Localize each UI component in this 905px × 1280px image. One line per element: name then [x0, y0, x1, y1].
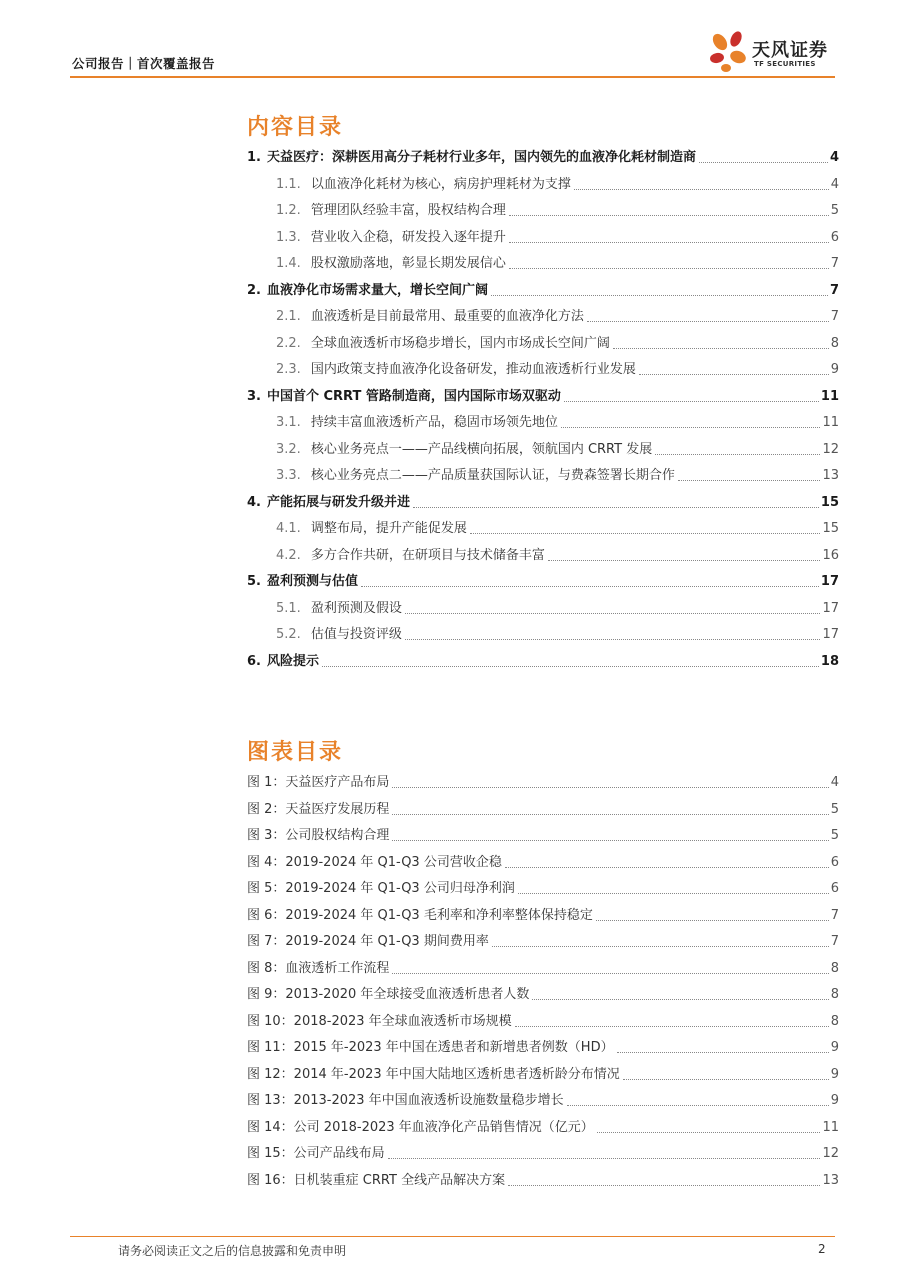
toc-leader-dots	[491, 295, 828, 296]
figure-entry-page: 9	[830, 1093, 839, 1108]
toc-leader-dots	[567, 1105, 829, 1106]
toc-entry-number: 1.2.	[276, 203, 301, 218]
toc-entry-page: 16	[822, 547, 839, 563]
toc-entry-page: 8	[830, 335, 839, 351]
toc-entry-number: 6.	[247, 653, 261, 669]
toc-entry-page: 4	[830, 176, 839, 192]
toc-leader-dots	[509, 268, 829, 269]
figure-entry-page: 12	[822, 1146, 839, 1161]
figure-entry-title: 图 7：2019-2024 年 Q1-Q3 期间费用率	[247, 934, 489, 949]
toc-leader-dots	[505, 867, 829, 868]
toc-leader-dots	[564, 401, 819, 402]
toc-entry-title: 血液透析是目前最常用、最重要的血液净化方法	[310, 309, 584, 324]
toc-entry-number: 4.	[247, 494, 261, 510]
toc-entry-title: 国内政策支持血液净化设备研发，推动血液透析行业发展	[310, 362, 636, 377]
figure-entry-page: 9	[830, 1066, 839, 1082]
toc-entry-page: 7	[830, 256, 839, 271]
toc-chapter-entry[interactable]	[247, 491, 839, 511]
figure-entry-title: 图 16：日机装重症 CRRT 全线产品解决方案	[247, 1172, 506, 1188]
toc-leader-dots	[508, 1185, 820, 1186]
toc-section-entry[interactable]	[276, 623, 839, 643]
figure-entry-page: 5	[830, 801, 839, 817]
company-logo	[708, 30, 838, 74]
figures-title: 图表目录	[247, 740, 344, 765]
toc-section-entry[interactable]	[276, 517, 839, 537]
figure-entry-page: 6	[830, 854, 839, 870]
toc-leader-dots	[388, 1158, 821, 1159]
logo-chinese-name: 天风证券	[752, 40, 828, 61]
toc-section-entry[interactable]	[276, 411, 839, 431]
toc-entry-number: 5.2.	[276, 627, 301, 642]
figure-entry-page: 9	[830, 1040, 839, 1055]
figure-list-entry[interactable]	[247, 1116, 839, 1136]
toc-entry-title: 营业收入企稳，研发投入逐年提升	[310, 229, 506, 245]
toc-entry-number: 3.	[247, 388, 261, 404]
toc-entry-title: 多方合作共研，在研项目与技术储备丰富	[310, 547, 545, 563]
toc-leader-dots	[587, 321, 829, 322]
logo-english-name: TF SECURITIES	[754, 60, 816, 68]
toc-entry-number: 5.	[247, 574, 261, 589]
toc-entry-page: 17	[822, 627, 839, 642]
toc-entry-title: 股权激励落地，彰显长期发展信心	[310, 256, 506, 271]
toc-leader-dots	[532, 999, 828, 1000]
toc-leader-dots	[678, 480, 821, 481]
toc-leader-dots	[639, 374, 829, 375]
figure-list-entry[interactable]	[247, 1142, 839, 1162]
toc-entry-title: 调整布局，提升产能促发展	[310, 521, 467, 536]
report-type-label: 公司报告｜首次覆盖报告	[72, 56, 216, 71]
figure-list-entry[interactable]	[247, 798, 839, 818]
toc-entry-title: 盈利预测及假设	[310, 600, 402, 616]
toc-section-entry[interactable]	[276, 226, 839, 246]
toc-entry-number: 3.1.	[276, 415, 301, 430]
figure-entry-title: 图 9：2013-2020 年全球接受血液透析患者人数	[247, 987, 530, 1002]
toc-section-entry[interactable]	[276, 305, 839, 325]
page-header	[0, 0, 905, 80]
figure-entry-title: 图 11：2015 年-2023 年中国在透患者和新增患者例数（HD）	[247, 1040, 614, 1055]
toc-entry-title: 以血液净化耗材为核心，病房护理耗材为支撑	[310, 176, 571, 192]
toc-leader-dots	[617, 1052, 829, 1053]
toc-entry-number: 4.1.	[276, 521, 301, 536]
toc-entry-number: 3.3.	[276, 468, 301, 483]
figure-entry-page: 4	[830, 775, 839, 790]
toc-entry-title: 血液净化市场需求量大，增长空间广阔	[266, 282, 488, 298]
toc-leader-dots	[392, 787, 828, 788]
toc-entry-title: 中国首个 CRRT 管路制造商，国内国际市场双驱动	[266, 388, 561, 404]
toc-leader-dots	[361, 586, 819, 587]
toc-leader-dots	[623, 1079, 829, 1080]
toc-entry-number: 4.2.	[276, 547, 301, 563]
toc-leader-dots	[405, 639, 821, 640]
toc-entry-page: 15	[820, 494, 839, 510]
toc-section-entry[interactable]	[276, 358, 839, 378]
footer-divider	[70, 1236, 835, 1237]
figure-entry-page: 7	[830, 934, 839, 949]
toc-entry-page: 17	[822, 600, 839, 616]
figure-entry-title: 图 6：2019-2024 年 Q1-Q3 毛利率和净利率整体保持稳定	[247, 907, 593, 923]
toc-entry-page: 13	[822, 468, 839, 483]
toc-entry-page: 17	[820, 574, 839, 589]
toc-leader-dots	[655, 454, 820, 455]
toc-entry-number: 2.2.	[276, 335, 301, 351]
toc-leader-dots	[515, 1026, 829, 1027]
figure-list-entry[interactable]	[247, 904, 839, 924]
toc-entry-page: 6	[830, 229, 839, 245]
figure-list-entry[interactable]	[247, 1089, 839, 1109]
figure-list-entry[interactable]	[247, 877, 839, 897]
figure-entry-title: 图 5：2019-2024 年 Q1-Q3 公司归母净利润	[247, 881, 515, 896]
figure-entry-title: 图 12：2014 年-2023 年中国大陆地区透析患者透析龄分布情况	[247, 1066, 620, 1082]
toc-entry-number: 1.4.	[276, 256, 301, 271]
toc-entry-page: 12	[822, 441, 839, 457]
figure-entry-page: 13	[822, 1172, 839, 1188]
figure-entry-title: 图 8：血液透析工作流程	[247, 960, 390, 976]
figure-entry-title: 图 2：天益医疗发展历程	[247, 801, 390, 817]
toc-section-entry[interactable]	[276, 173, 839, 193]
figure-list-entry[interactable]	[247, 1036, 839, 1056]
toc-entry-title: 核心业务亮点一——产品线横向拓展，领航国内 CRRT 发展	[310, 441, 653, 457]
figure-list-entry[interactable]	[247, 771, 839, 791]
toc-entry-page: 5	[830, 203, 839, 218]
figure-entry-title: 图 1：天益医疗产品布局	[247, 775, 390, 790]
toc-entry-number: 1.3.	[276, 229, 301, 245]
figure-list-entry[interactable]	[247, 930, 839, 950]
toc-entry-number: 1.	[247, 150, 261, 165]
figure-entry-title: 图 10：2018-2023 年全球血液透析市场规模	[247, 1013, 512, 1029]
toc-entry-page: 15	[822, 521, 839, 536]
toc-entry-title: 产能拓展与研发升级并进	[266, 494, 410, 510]
toc-chapter-entry[interactable]	[247, 146, 839, 166]
toc-entry-number: 1.1.	[276, 176, 301, 192]
toc-section-entry[interactable]	[276, 199, 839, 219]
figure-entry-page: 6	[830, 881, 839, 896]
header-divider	[70, 76, 835, 78]
figure-entry-title: 图 13：2013-2023 年中国血液透析设施数量稳步增长	[247, 1093, 564, 1108]
toc-leader-dots	[492, 946, 829, 947]
figure-entry-page: 8	[830, 960, 839, 976]
toc-entry-title: 盈利预测与估值	[266, 574, 358, 589]
toc-leader-dots	[518, 893, 829, 894]
toc-entry-page: 11	[820, 388, 839, 404]
disclaimer-note: 请务必阅读正文之后的信息披露和免责申明	[118, 1244, 347, 1258]
toc-section-entry[interactable]	[276, 438, 839, 458]
toc-entry-number: 3.2.	[276, 441, 301, 457]
figure-entry-page: 5	[830, 828, 839, 843]
toc-entry-number: 2.	[247, 282, 261, 298]
toc-entry-title: 持续丰富血液透析产品，稳固市场领先地位	[310, 415, 558, 430]
flower-logo-icon	[708, 30, 750, 74]
toc-entry-page: 18	[820, 653, 839, 669]
toc-entry-title: 核心业务亮点二——产品质量获国际认证，与费森签署长期合作	[310, 468, 675, 483]
figure-list-entry[interactable]	[247, 1010, 839, 1030]
figure-entry-title: 图 3：公司股权结构合理	[247, 828, 390, 843]
contents-title: 内容目录	[247, 115, 344, 140]
toc-leader-dots	[699, 162, 828, 163]
toc-leader-dots	[405, 613, 821, 614]
toc-leader-dots	[596, 920, 829, 921]
toc-entry-page: 7	[830, 309, 839, 324]
toc-leader-dots	[392, 814, 828, 815]
toc-leader-dots	[392, 973, 828, 974]
toc-entry-page: 11	[822, 415, 839, 430]
figure-entry-title: 图 14：公司 2018-2023 年血液净化产品销售情况（亿元）	[247, 1119, 594, 1135]
toc-entry-number: 5.1.	[276, 600, 301, 616]
toc-entry-number: 2.1.	[276, 309, 301, 324]
figure-entry-page: 7	[830, 907, 839, 923]
toc-entry-title: 全球血液透析市场稳步增长，国内市场成长空间广阔	[310, 335, 610, 351]
toc-leader-dots	[392, 840, 828, 841]
toc-section-entry[interactable]	[276, 464, 839, 484]
figure-entry-page: 8	[830, 987, 839, 1002]
figure-entry-page: 11	[822, 1119, 839, 1135]
figure-list-entry[interactable]	[247, 851, 839, 871]
toc-leader-dots	[509, 242, 829, 243]
figure-list-entry[interactable]	[247, 1063, 839, 1083]
figure-list-entry[interactable]	[247, 983, 839, 1003]
toc-section-entry[interactable]	[276, 597, 839, 617]
toc-entry-page: 9	[830, 362, 839, 377]
toc-leader-dots	[597, 1132, 821, 1133]
figure-entry-title: 图 15：公司产品线布局	[247, 1146, 385, 1161]
figure-entry-title: 图 4：2019-2024 年 Q1-Q3 公司营收企稳	[247, 854, 502, 870]
toc-entry-title: 天益医疗：深耕医用高分子耗材行业多年，国内领先的血液净化耗材制造商	[266, 150, 696, 165]
toc-entry-page: 4	[829, 150, 839, 165]
toc-leader-dots	[574, 189, 829, 190]
figure-list-entry[interactable]	[247, 957, 839, 977]
toc-leader-dots	[470, 533, 821, 534]
toc-section-entry[interactable]	[276, 252, 839, 272]
toc-entry-title: 估值与投资评级	[310, 627, 402, 642]
toc-section-entry[interactable]	[276, 332, 839, 352]
toc-entry-page: 7	[829, 282, 839, 298]
figure-entry-page: 8	[830, 1013, 839, 1029]
figure-list-entry[interactable]	[247, 824, 839, 844]
toc-leader-dots	[561, 427, 821, 428]
toc-chapter-entry[interactable]	[247, 279, 839, 299]
toc-leader-dots	[413, 507, 819, 508]
toc-entry-number: 2.3.	[276, 362, 301, 377]
toc-chapter-entry[interactable]	[247, 570, 839, 590]
toc-leader-dots	[322, 666, 819, 667]
page-number: 2	[818, 1242, 826, 1256]
toc-leader-dots	[548, 560, 821, 561]
toc-entry-title: 管理团队经验丰富，股权结构合理	[310, 203, 506, 218]
toc-leader-dots	[509, 215, 829, 216]
toc-leader-dots	[613, 348, 829, 349]
figure-list-entry[interactable]	[247, 1169, 839, 1189]
toc-entry-title: 风险提示	[266, 653, 319, 669]
toc-chapter-entry[interactable]	[247, 650, 839, 670]
toc-chapter-entry[interactable]	[247, 385, 839, 405]
toc-section-entry[interactable]	[276, 544, 839, 564]
